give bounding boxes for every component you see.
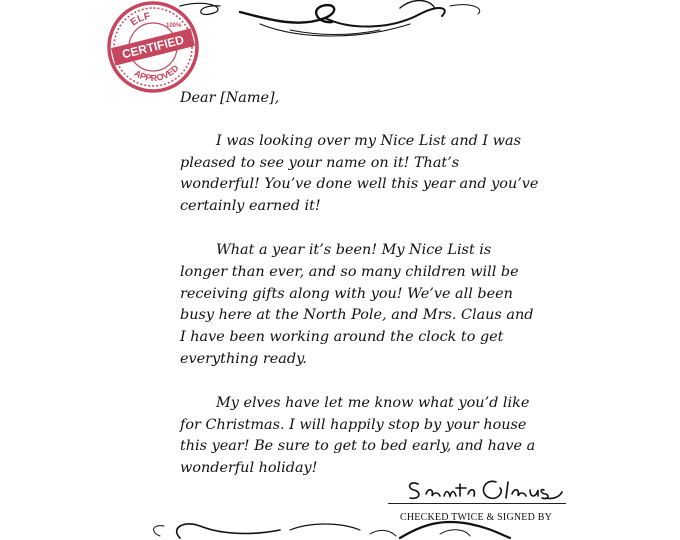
signature-caption: CHECKED TWICE & SIGNED BY <box>400 512 553 523</box>
stamp-top-text: ELF <box>128 11 152 29</box>
santa-claus-signature <box>404 476 564 506</box>
signature-line <box>388 503 566 504</box>
svg-text:APPROVED <box>133 63 181 84</box>
top-flourish-ornament <box>150 0 510 46</box>
letter-paragraph-2: What a year it’s been! My Nice List is longer than ever, and so many children will be receiving gifts along with you! We’ve all been busy here at the North Pole, and Mrs. Claus and I have been working around the clock to get everything ready. <box>180 241 534 367</box>
letter-paragraph-3: My elves have let me know what you’d like for Christmas. I will happily stop by your house this year! Be sure to get to bed early, and have a wonderful holiday! <box>180 394 536 477</box>
stamp-bottom-text: APPROVED <box>132 62 181 84</box>
stamp-percent: 100% <box>166 23 182 29</box>
bottom-flourish-ornament <box>140 508 530 540</box>
stamp-center-text: CERTIFIED <box>120 32 186 62</box>
elf-certified-stamp <box>104 0 202 94</box>
salutation: Dear [Name], <box>180 90 280 106</box>
letter-paragraph-1: I was looking over my Nice List and I was pleased to see your name on it! That’s wonderful! You’ve done well this year and you’ve certainly earned it! <box>180 132 539 215</box>
letter-body <box>180 88 540 502</box>
